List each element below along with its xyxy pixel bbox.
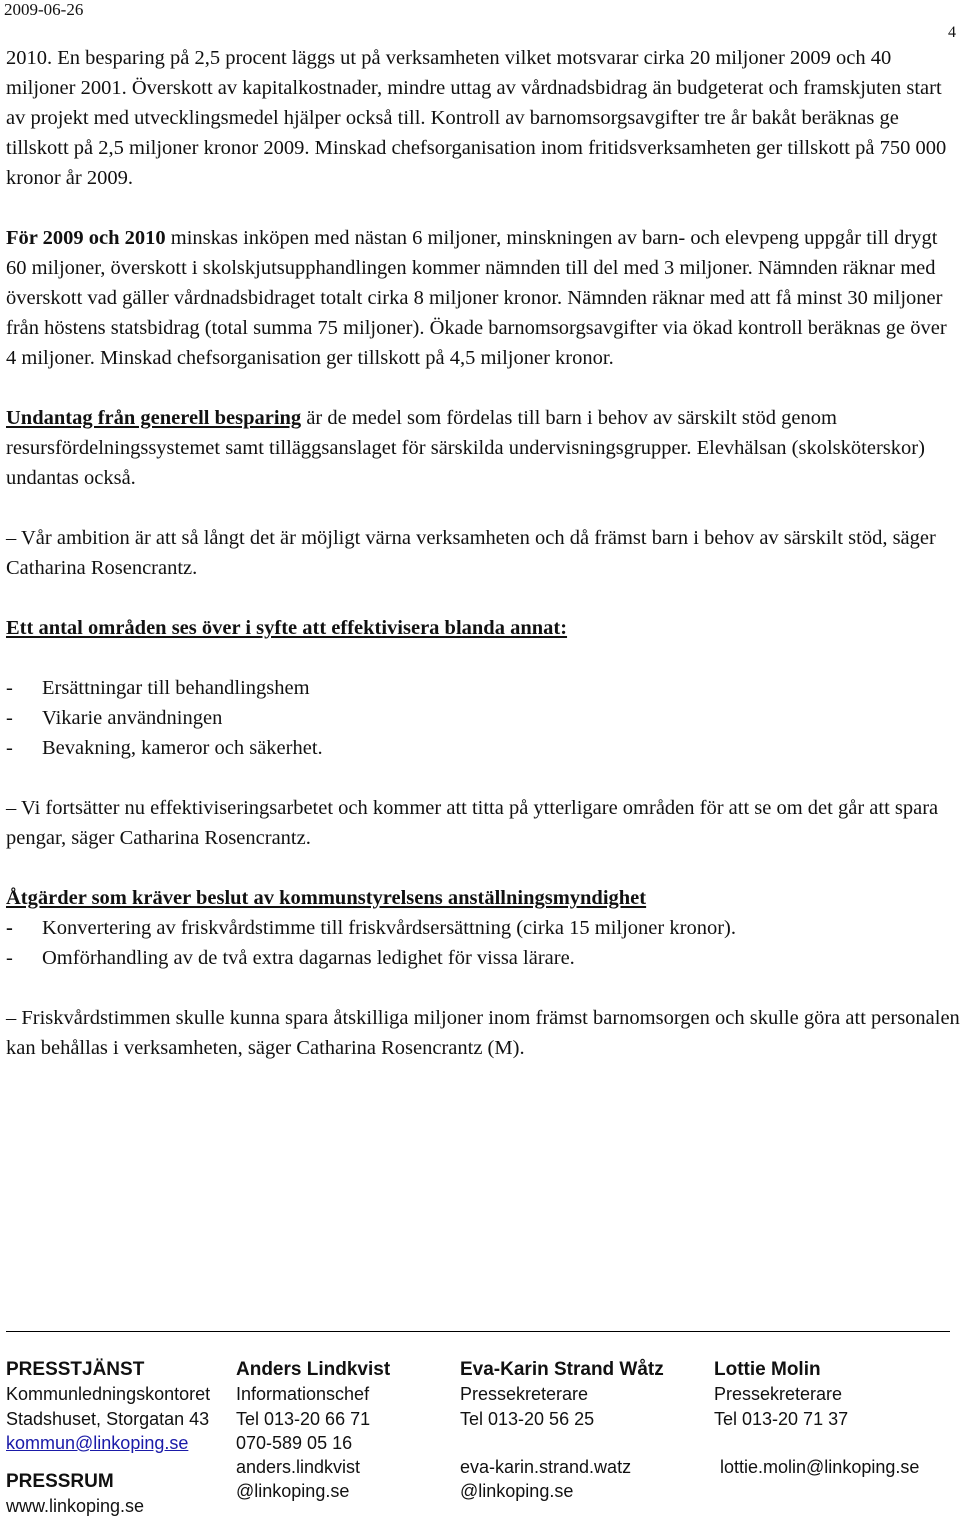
document-date: 2009-06-26	[4, 0, 84, 19]
list-item: - Ersättningar till behandlingshem	[6, 677, 310, 699]
paragraph-exceptions	[6, 403, 960, 493]
contact-title: Informationschef	[236, 1384, 370, 1405]
contact-email-part1: eva-karin.strand.watz	[460, 1456, 632, 1477]
contact-email-part1: anders.lindkvist	[236, 1457, 361, 1478]
footer-email-link[interactable]: kommun@linkoping.se	[6, 1432, 189, 1453]
exception-text: är de medel som fördelas till barn i behov av särskilt stöd genom resursfördelningssystemet samt tilläggsanslaget för särskilda undervisningsgrupper. Elevhälsan (skolsköterskor) undantas också.	[6, 407, 925, 489]
contact-phone: Tel 013-20 56 25	[460, 1408, 595, 1429]
quote-efficiency: – Vi fortsätter nu effektiviseringsarbetet och kommer att titta på ytterligare områden för att se om det går att spara pengar, säger Catharina Rosencrantz.	[6, 797, 939, 849]
list-item-text: Bevakning, kameror och säkerhet.	[42, 737, 323, 759]
contact-phone: Tel 013-20 71 37	[714, 1408, 849, 1429]
footer-heading: PRESSTJÄNST	[6, 1359, 145, 1380]
list-item: - Omförhandling av de två extra dagarnas ledighet för vissa lärare.	[6, 947, 575, 969]
list-item: - Bevakning, kameror och säkerhet.	[6, 737, 323, 759]
page-number: 4	[948, 24, 956, 41]
quote-ambition: – Vår ambition är att så långt det är möjligt värna verksamheten och då främst barn i behov av särskilt stöd, säger Catharina Rosencrantz.	[6, 527, 936, 579]
list-item-text: Omförhandling av de två extra dagarnas ledighet för vissa lärare.	[42, 947, 575, 969]
footer-contact-eva-karin	[460, 1358, 664, 1503]
footer-pressroom-heading: PRESSRUM	[6, 1471, 114, 1493]
heading-measures: Åtgärder som kräver beslut av kommunstyrelsens anställningsmyndighet	[6, 887, 647, 909]
contact-title: Pressekreterare	[714, 1384, 843, 1405]
footer-website-link[interactable]: www.linkoping.se	[6, 1496, 145, 1517]
heading-areas: Ett antal områden ses över i syfte att effektivisera blanda annat:	[6, 617, 568, 639]
footer-office: Kommunledningskontoret	[6, 1384, 211, 1405]
footer-contact-lottie	[714, 1358, 919, 1479]
highlight-years: För 2009 och 2010	[6, 227, 166, 249]
contact-name: Eva-Karin Strand Wåtz	[460, 1359, 664, 1380]
contact-title: Pressekreterare	[460, 1384, 589, 1405]
list-item: - Konvertering av friskvårdstimme till friskvårdsersättning (cirka 15 miljoner kronor).	[6, 917, 736, 939]
quote-wellness: – Friskvårdstimmen skulle kunna spara åtskilliga miljoner inom främst barnomsorgen och skulle göra att personalen kan behållas i verksamheten, säger Catharina Rosencrantz (M).	[6, 1007, 960, 1059]
paragraph-purchases	[6, 223, 960, 373]
footer-divider	[6, 1331, 950, 1332]
contact-email-part2: @linkoping.se	[460, 1481, 574, 1502]
list-item: - Vikarie användningen	[6, 707, 223, 729]
contact-email-part2: @linkoping.se	[236, 1481, 350, 1502]
footer-contact-anders	[236, 1358, 390, 1504]
list-item-text: Konvertering av friskvårdstimme till friskvårdsersättning (cirka 15 miljoner kronor).	[42, 917, 736, 939]
contact-name: Anders Lindkvist	[236, 1359, 391, 1380]
contact-mobile: 070-589 05 16	[236, 1432, 353, 1453]
list-item-text: Ersättningar till behandlingshem	[42, 677, 310, 699]
contact-phone: Tel 013-20 66 71	[236, 1408, 371, 1429]
contact-email: lottie.molin@linkoping.se	[720, 1456, 920, 1477]
contact-name: Lottie Molin	[714, 1359, 821, 1380]
document-body	[6, 43, 960, 1063]
footer-address: Stadshuset, Storgatan 43	[6, 1408, 210, 1429]
footer-press-service	[6, 1358, 210, 1519]
paragraph-savings: 2010. En besparing på 2,5 procent läggs ut på verksamheten vilket motsvarar cirka 20 miljoner 2009 och 40 miljoner 2001. Överskott av kapitalkostnader, mindre uttag av vårdnadsbidrag än budgeterat och framskjuten start av projekt med utvecklingsmedel hjälper också till. Kontroll av barnomsorgsavgifter tre år bakåt beräknas ge tillskott på 2,5 miljoner kronor 2009. Minskad chefsorganisation inom fritidsverksamheten ger tillskott på 750 000 kronor år 2009.	[6, 47, 947, 189]
list-item-text: Vikarie användningen	[42, 707, 223, 729]
paragraph-purchases-text: minskas inköpen med nästan 6 miljoner, minskningen av barn- och elevpeng uppgår till drygt 60 miljoner, överskott i skolskjutsupphandlingen kommer nämnden till del med 3 miljoner. Nämnden räknar med överskott vad gäller vårdnadsbidraget totalt cirka 8 miljoner kronor. Nämnden räknar med att få minst 30 miljoner från höstens statsbidrag (total summa 75 miljoner). Ökade barnomsorgsavgifter via ökad kontroll beräknas ge över 4 miljoner. Minskad chefsorganisation ger tillskott på 4,5 miljoner kronor.	[6, 227, 947, 369]
exception-heading: Undantag från generell besparing	[6, 407, 302, 429]
